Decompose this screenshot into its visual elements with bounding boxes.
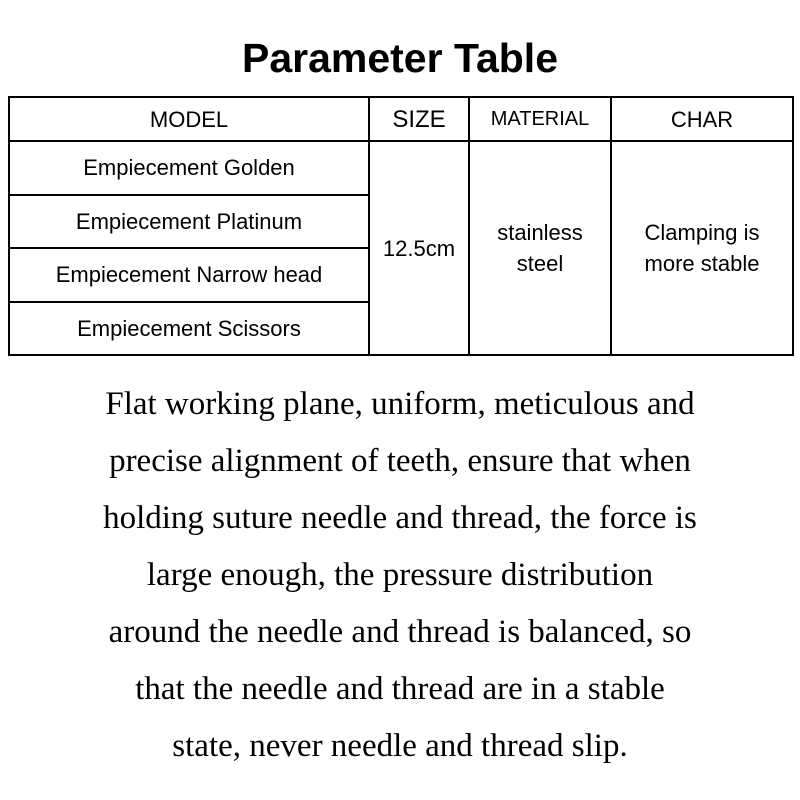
model-cell-narrow-head: Empiecement Narrow head: [9, 248, 369, 301]
char-line: more stable: [644, 251, 760, 277]
description-line: around the needle and thread is balanced, so: [108, 614, 692, 650]
char-cell: [611, 141, 793, 355]
table-row: [9, 141, 793, 194]
model-cell-golden: Empiecement Golden: [9, 141, 369, 194]
parameter-table: [8, 96, 794, 356]
description-line: that the needle and thread are in a stable: [135, 671, 665, 707]
material-line: steel: [516, 251, 564, 277]
header-model: MODEL: [9, 97, 369, 141]
description-line: large enough, the pressure distribution: [146, 557, 654, 593]
size-cell: 12.5cm: [369, 141, 469, 355]
description-line: Flat working plane, uniform, meticulous and: [105, 386, 695, 422]
table-header-row: [9, 97, 793, 141]
description-paragraph: [20, 376, 780, 775]
header-size: SIZE: [369, 97, 469, 141]
page-title: Parameter Table: [241, 35, 558, 81]
header-char: CHAR: [611, 97, 793, 141]
material-line: stainless: [497, 220, 583, 246]
description-line: precise alignment of teeth, ensure that when: [109, 443, 691, 479]
material-cell: [469, 141, 611, 355]
model-cell-platinum: Empiecement Platinum: [9, 195, 369, 248]
char-line: Clamping is: [644, 220, 760, 246]
description-line: state, never needle and thread slip.: [172, 728, 628, 764]
model-cell-scissors: Empiecement Scissors: [9, 302, 369, 356]
header-material: MATERIAL: [469, 97, 611, 141]
description-line: holding suture needle and thread, the force is: [103, 500, 697, 536]
